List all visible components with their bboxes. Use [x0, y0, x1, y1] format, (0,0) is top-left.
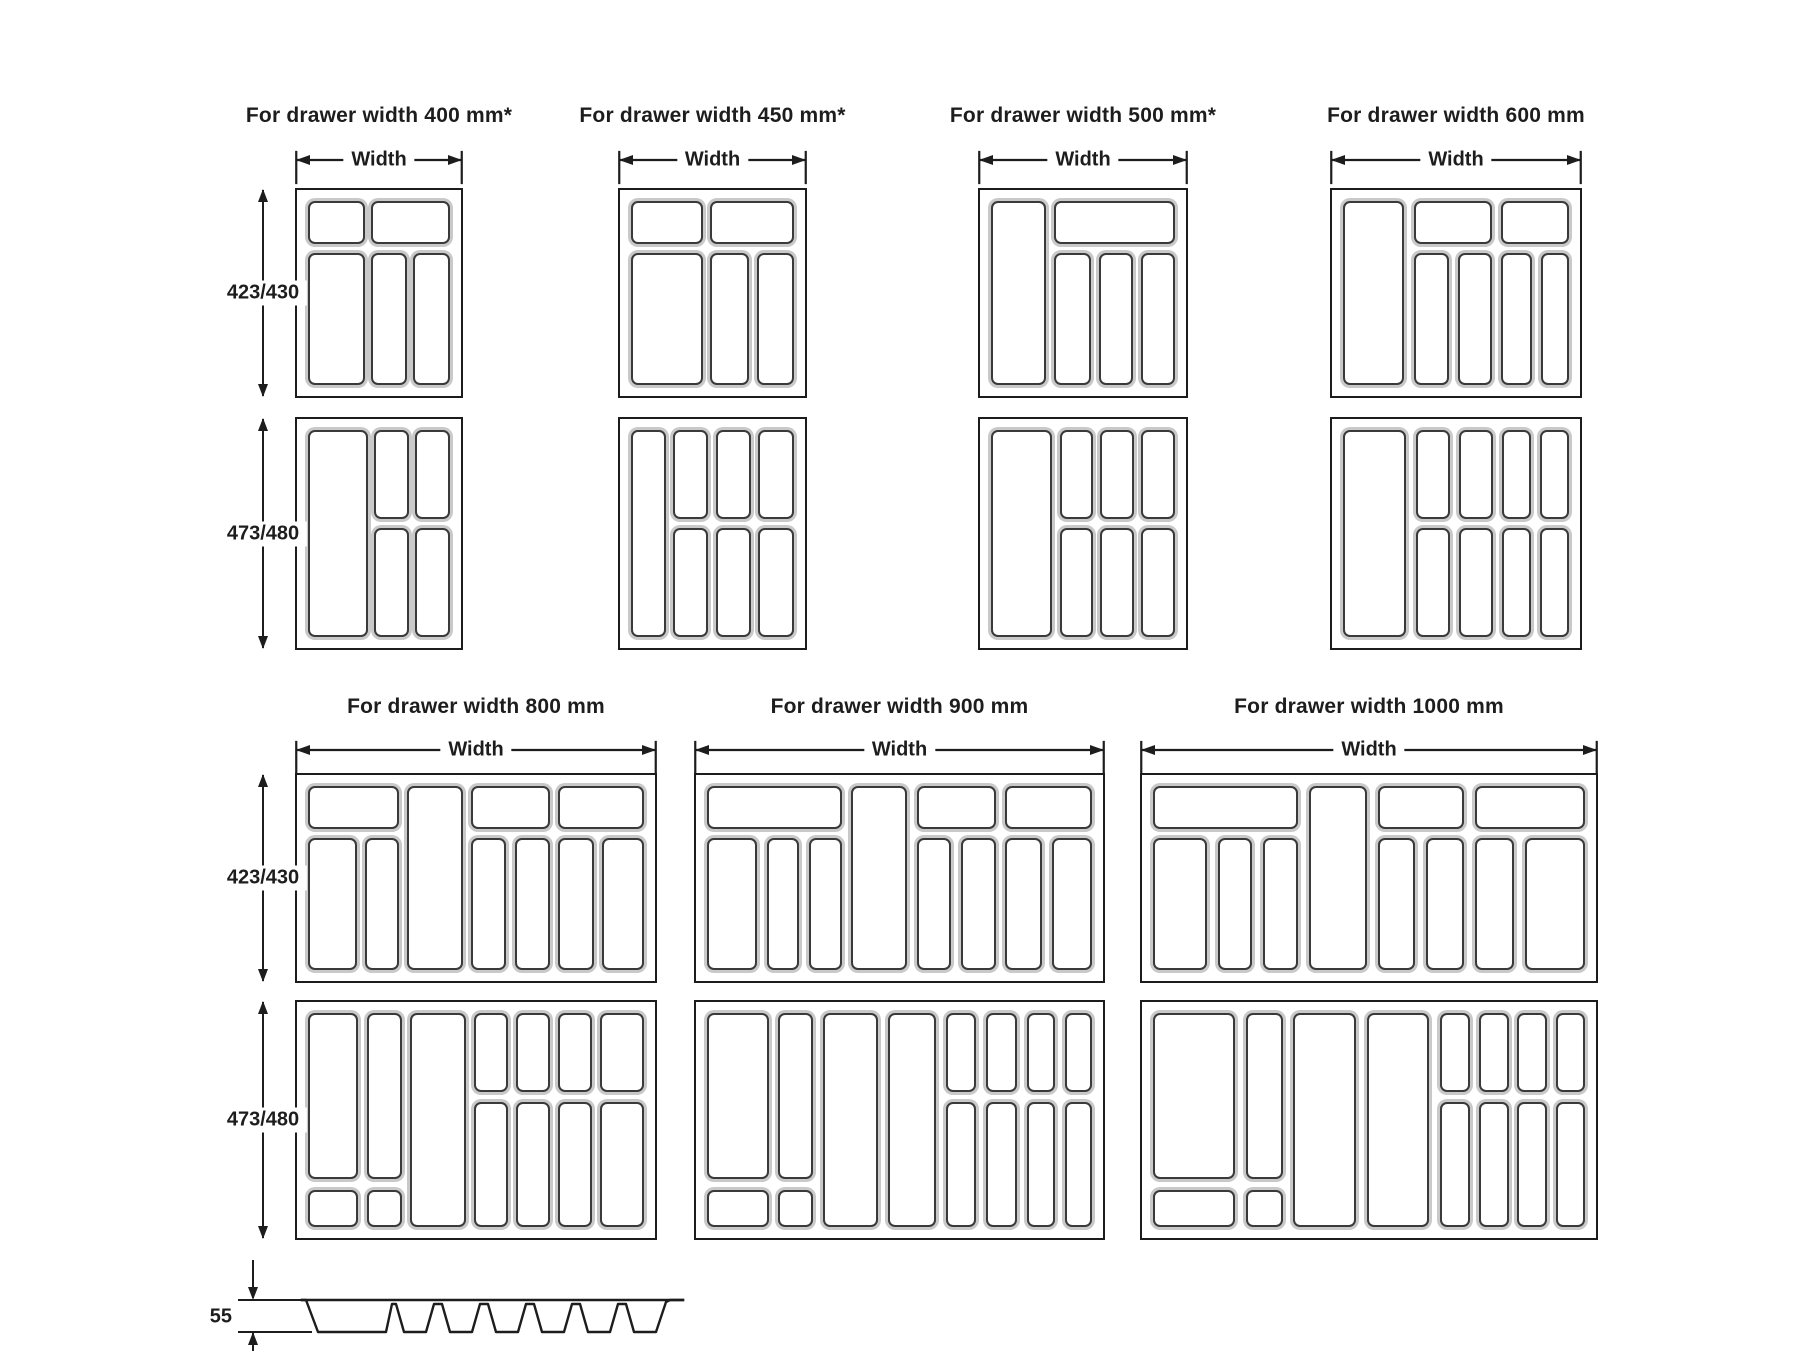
tray-compartment	[1378, 838, 1416, 970]
tray-compartment	[1343, 430, 1406, 637]
tray-compartment	[1099, 253, 1133, 385]
tray-compartment	[1556, 1102, 1585, 1227]
tray-compartment	[1475, 786, 1585, 829]
tray-compartment	[710, 253, 749, 385]
tray-compartment	[1153, 786, 1298, 829]
tray-compartment	[1414, 201, 1492, 244]
tray-compartment	[1027, 1013, 1056, 1092]
tray-compartment	[991, 201, 1046, 385]
tray-compartment	[1475, 838, 1514, 970]
tray-compartment	[1065, 1102, 1092, 1227]
tray-compartment	[410, 1013, 465, 1227]
profile-dim-arrow-up-icon	[248, 1332, 258, 1345]
tray-compartment	[631, 253, 703, 385]
tray-compartment	[767, 838, 800, 970]
drawer-width-header-1-1: For drawer width 900 mm	[770, 695, 1029, 718]
tray-compartment	[558, 1013, 592, 1092]
tray-compartment	[1060, 528, 1093, 637]
tray-compartment	[1309, 786, 1367, 970]
tray-compartment	[1054, 253, 1091, 385]
tray-compartment	[1459, 528, 1493, 637]
tray-compartment	[558, 1102, 592, 1227]
tray-compartment	[367, 1190, 402, 1227]
tray-compartment	[673, 430, 708, 519]
tray-compartment	[471, 786, 550, 829]
tray-compartment	[308, 838, 357, 970]
tray-compartment	[1517, 1102, 1547, 1227]
tray-compartment	[946, 1013, 977, 1092]
profile-height-label: 55	[206, 1304, 236, 1329]
tray-compartment	[600, 1102, 644, 1227]
tray-compartment	[558, 838, 593, 970]
tray-compartment	[946, 1102, 977, 1227]
tray-compartment	[1141, 253, 1175, 385]
tray-compartment	[758, 528, 794, 637]
tray-compartment	[308, 201, 365, 244]
tray-compartment	[758, 430, 794, 519]
width-dim-label: Width	[1420, 148, 1491, 173]
tray-compartment	[917, 838, 952, 970]
tray-compartment	[1153, 1013, 1235, 1179]
tray-compartment	[374, 430, 409, 519]
tray-compartment	[1141, 430, 1175, 519]
tray-compartment	[1367, 1013, 1430, 1227]
tray-compartment	[308, 786, 399, 829]
tray-compartment	[1416, 430, 1450, 519]
tray-compartment	[757, 253, 794, 385]
tray-compartment	[1246, 1190, 1283, 1227]
tray-compartment	[1153, 1190, 1235, 1227]
tray-compartment	[778, 1190, 813, 1227]
tray-compartment	[367, 1013, 402, 1179]
tray-compartment	[823, 1013, 879, 1227]
tray-compartment	[1458, 253, 1492, 385]
tray-compartment	[1378, 786, 1464, 829]
tray-compartment	[516, 1102, 550, 1227]
tray-compartment	[371, 201, 450, 244]
tray-compartment	[888, 1013, 936, 1227]
tray-compartment	[308, 430, 368, 637]
tray-compartment	[1293, 1013, 1356, 1227]
tray-compartment	[1502, 528, 1530, 637]
tray-compartment	[308, 253, 365, 385]
width-dim-label: Width	[864, 738, 935, 763]
tray-compartment	[631, 201, 703, 244]
tray-compartment	[673, 528, 708, 637]
tray-compartment	[516, 1013, 550, 1092]
tray-compartment	[631, 430, 666, 637]
depth-dim-arrow-down-icon	[258, 384, 268, 397]
tray-compartment	[1005, 786, 1092, 829]
tray-compartment	[374, 528, 409, 637]
tray-compartment	[415, 430, 450, 519]
tray-compartment	[413, 253, 450, 385]
depth-dim-arrow-up-icon	[258, 189, 268, 202]
tray-compartment	[308, 1190, 358, 1227]
tray-compartment	[716, 528, 751, 637]
tray-compartment	[1218, 838, 1253, 970]
tray-compartment	[474, 1102, 508, 1227]
depth-dim-arrow-up-icon	[258, 418, 268, 431]
tray-compartment	[809, 838, 842, 970]
tray-compartment	[707, 786, 842, 829]
tray-compartment	[851, 786, 907, 970]
drawer-width-header-1-0: For drawer width 800 mm	[347, 695, 605, 718]
tray-compartment	[986, 1102, 1017, 1227]
tray-compartment	[471, 838, 506, 970]
tray-compartment	[1054, 201, 1175, 244]
drawer-width-header-0-0: For drawer width 400 mm*	[245, 104, 513, 127]
tray-compartment	[602, 838, 644, 970]
tray-compartment	[1100, 430, 1133, 519]
tray-compartment	[1005, 838, 1042, 970]
tray-compartment	[1517, 1013, 1547, 1092]
tray-compartment	[371, 253, 407, 385]
tray-compartment	[707, 1190, 769, 1227]
tray-compartment	[1416, 528, 1450, 637]
depth-dim-arrow-down-icon	[258, 1226, 268, 1239]
tray-compartment	[515, 838, 550, 970]
width-dim-label: Width	[1047, 148, 1118, 173]
tray-compartment	[474, 1013, 508, 1092]
tray-compartment	[1153, 838, 1207, 970]
tray-compartment	[1501, 253, 1532, 385]
tray-compartment	[710, 201, 794, 244]
tray-compartment	[707, 838, 757, 970]
tray-compartment	[415, 528, 450, 637]
width-dim-label: Width	[440, 738, 511, 763]
tray-compartment	[991, 430, 1052, 637]
tray-compartment	[707, 1013, 769, 1179]
tray-compartment	[1556, 1013, 1585, 1092]
depth-dim-label: 473/480	[219, 1108, 307, 1133]
tray-compartment	[1440, 1102, 1470, 1227]
depth-dim-arrow-down-icon	[258, 969, 268, 982]
tray-compartment	[986, 1013, 1017, 1092]
tray-compartment	[1479, 1102, 1509, 1227]
tray-compartment	[1246, 1013, 1283, 1179]
tray-compartment	[1060, 430, 1093, 519]
tray-compartment	[558, 786, 644, 829]
depth-dim-label: 423/430	[219, 281, 307, 306]
tray-compartment	[1027, 1102, 1056, 1227]
tray-compartment	[600, 1013, 644, 1092]
tray-compartment	[1540, 528, 1569, 637]
tray-side-profile	[300, 1292, 685, 1338]
tray-compartment	[1426, 838, 1464, 970]
profile-dim-arrow-down-icon	[248, 1287, 258, 1300]
tray-compartment	[365, 838, 399, 970]
tray-compartment	[1100, 528, 1133, 637]
tray-compartment	[1052, 838, 1092, 970]
tray-compartment	[1525, 838, 1585, 970]
tray-compartment	[1502, 430, 1530, 519]
tray-compartment	[1065, 1013, 1092, 1092]
tray-compartment	[1541, 253, 1569, 385]
width-dim-label: Width	[343, 148, 414, 173]
depth-dim-label: 423/430	[219, 866, 307, 891]
tray-compartment	[1414, 253, 1449, 385]
tray-compartment	[1479, 1013, 1509, 1092]
tray-compartment	[778, 1013, 813, 1179]
tray-compartment	[407, 786, 462, 970]
tray-compartment	[308, 1013, 358, 1179]
tray-compartment	[1440, 1013, 1470, 1092]
depth-dim-arrow-up-icon	[258, 1001, 268, 1014]
tray-compartment	[1459, 430, 1493, 519]
tray-compartment	[716, 430, 751, 519]
tray-compartment	[1501, 201, 1569, 244]
tray-compartment	[1540, 430, 1569, 519]
tray-compartment	[1141, 528, 1175, 637]
drawer-width-header-0-1: For drawer width 450 mm*	[579, 104, 846, 127]
drawer-width-header-1-2: For drawer width 1000 mm	[1234, 695, 1504, 718]
tray-compartment	[1263, 838, 1298, 970]
width-dim-label: Width	[677, 148, 748, 173]
drawer-width-header-0-3: For drawer width 600 mm	[1327, 104, 1585, 127]
tray-compartment	[917, 786, 996, 829]
drawer-width-header-0-2: For drawer width 500 mm*	[949, 104, 1217, 127]
depth-dim-arrow-down-icon	[258, 636, 268, 649]
depth-dim-arrow-up-icon	[258, 774, 268, 787]
tray-compartment	[961, 838, 996, 970]
tray-compartment	[1343, 201, 1404, 385]
depth-dim-label: 473/480	[219, 521, 307, 546]
width-dim-label: Width	[1333, 738, 1404, 763]
